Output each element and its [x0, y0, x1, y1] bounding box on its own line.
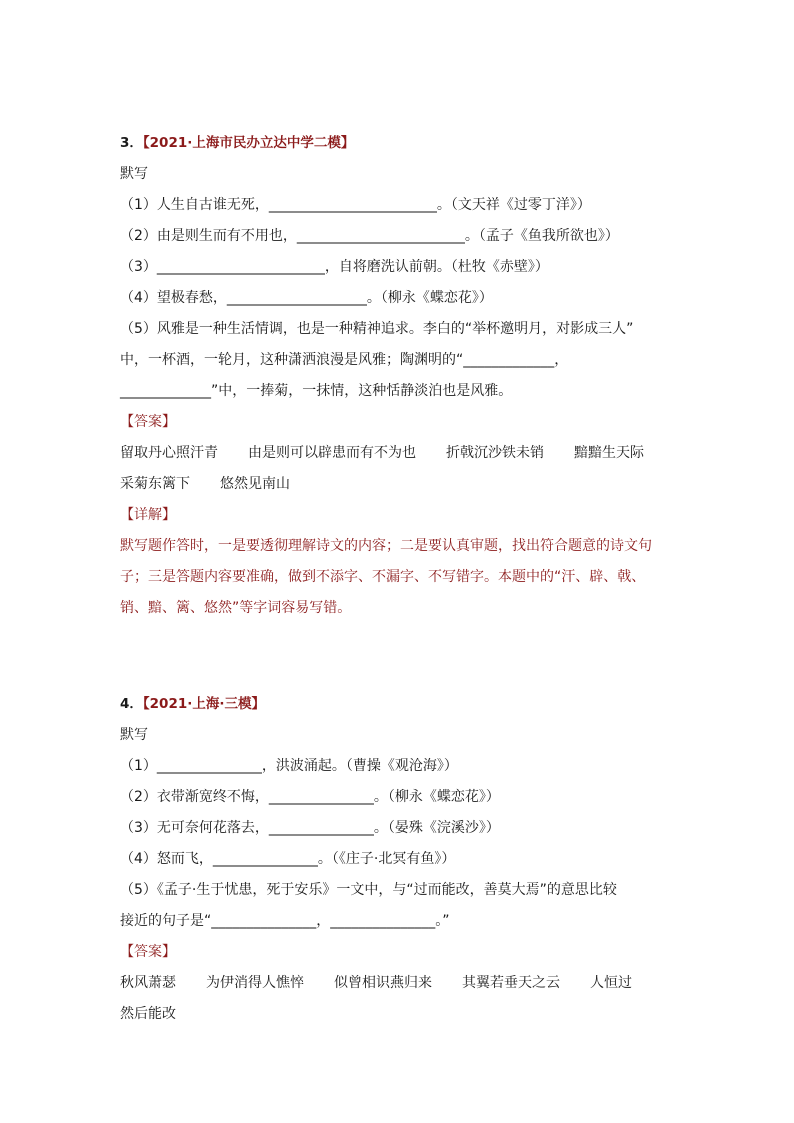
question-item: 接近的句子是“_______________，_______________。”	[120, 913, 450, 929]
question-number: 4．	[120, 696, 143, 712]
question-item: （5）风雅是一种生活情调，也是一种精神追求。李白的“举杯邀明月，对影成三人”	[120, 321, 634, 337]
answer-item: 悠然见南山	[220, 476, 290, 492]
answer-item: 秋风萧瑟	[120, 975, 176, 991]
explain-label: 【详解】	[120, 507, 176, 523]
question-3-header	[120, 128, 680, 159]
question-item: （4）怒而飞，_______________。（《庄子·北冥有鱼》）	[120, 851, 456, 867]
answer-line	[120, 438, 680, 469]
question-number: 3．	[120, 135, 143, 151]
answer-line	[120, 469, 680, 500]
answer-item: 人恒过	[590, 975, 632, 991]
answer-item: 采菊东篱下	[120, 476, 190, 492]
question-item: _____________”中，一捧菊，一抹情，这种恬静淡泊也是风雅。	[120, 383, 513, 399]
question-item: （3）无可奈何花落去，_______________。（晏殊《浣溪沙》）	[120, 820, 500, 836]
question-item: 中，一杯酒，一轮月，这种潇洒浪漫是风雅；陶渊明的“_____________，	[120, 352, 569, 368]
question-source-tag: 【2021·上海·三模】	[142, 696, 265, 712]
question-source-tag: 【2021·上海市民办立达中学二模】	[142, 135, 355, 151]
answer-line	[120, 968, 680, 999]
answer-item: 由是则可以辟患而有不为也	[248, 445, 416, 461]
question-type: 默写	[120, 166, 148, 182]
question-item: （5）《孟子·生于忧患，死于安乐》一文中，与“过而能改，善莫大焉”的意思比较	[120, 882, 617, 898]
answer-label: 【答案】	[120, 944, 176, 960]
answer-label: 【答案】	[120, 414, 176, 430]
answer-item: 为伊消得人憔悴	[206, 975, 304, 991]
answer-item: 然后能改	[120, 1006, 176, 1022]
question-item: （3）________________________，自将磨洗认前朝。（杜牧《赤壁》）	[120, 259, 549, 275]
question-4	[120, 689, 680, 1030]
explain-text: 销、黯、篱、悠然”等字词容易写错。	[120, 600, 352, 616]
answer-line	[120, 999, 680, 1030]
answer-item: 留取丹心照汗青	[120, 445, 218, 461]
question-item: （2）由是则生而有不用也，________________________。（孟子《鱼我所欲也》）	[120, 228, 619, 244]
question-type: 默写	[120, 727, 148, 743]
question-item: （1）人生自古谁无死，________________________。（文天祥《过零丁洋》）	[120, 197, 591, 213]
answer-item: 折戟沉沙铁未销	[446, 445, 544, 461]
answer-item: 似曾相识燕归来	[334, 975, 432, 991]
answer-item: 其翼若垂天之云	[462, 975, 560, 991]
question-item: （4）望极春愁，____________________。（柳永《蝶恋花》）	[120, 290, 493, 306]
explain-text: 默写题作答时，一是要透彻理解诗文的内容；二是要认真审题，找出符合题意的诗文句	[120, 538, 652, 554]
question-item: （1）_______________，洪波涌起。（曹操《观沧海》）	[120, 758, 458, 774]
question-item: （2）衣带渐宽终不悔，_______________。（柳永《蝶恋花》）	[120, 789, 500, 805]
explain-text: 子；三是答题内容要准确，做到不添字、不漏字、不写错字。本题中的“汗、辟、戟、	[120, 569, 646, 585]
question-4-header	[120, 689, 680, 720]
question-3	[120, 128, 680, 624]
answer-item: 黯黯生天际	[574, 445, 644, 461]
